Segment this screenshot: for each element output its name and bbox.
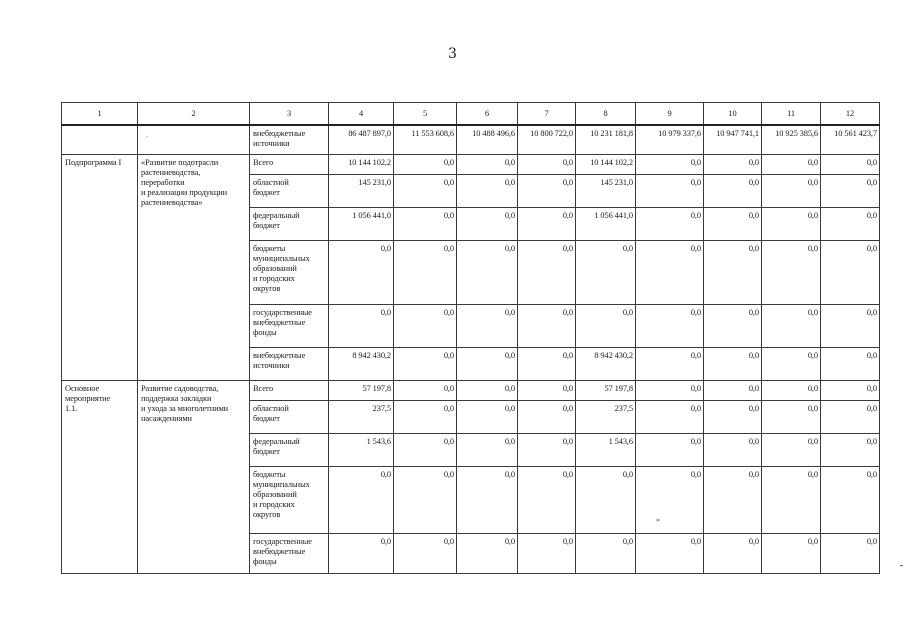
program-name-cell [138,125,250,154]
value-cell: 0,0 [704,533,762,573]
value-cell: 0,0 [704,466,762,533]
value-cell: 0,0 [821,400,880,433]
value-cell: 0,0 [704,347,762,380]
value-cell: 10 231 181,8 [576,125,636,154]
value-cell: 0,0 [457,347,518,380]
value-cell: 0,0 [821,466,880,533]
table-row [62,380,880,400]
value-cell: 0,0 [457,174,518,207]
value-cell: 0,0 [518,207,576,240]
value-cell: 0,0 [762,304,821,347]
value-cell: 0,0 [762,533,821,573]
value-cell: 0,0 [457,304,518,347]
column-number: 6 [457,103,518,126]
value-cell: 11 553 608,6 [394,125,457,154]
value-cell: 1 543,6 [576,433,636,466]
source-cell: Всего [250,154,329,174]
value-cell: 10 979 337,6 [636,125,704,154]
value-cell: 0,0 [518,174,576,207]
value-cell: 0,0 [576,533,636,573]
value-cell: 0,0 [457,466,518,533]
source-cell: Всего [250,380,329,400]
value-cell: 0,0 [457,154,518,174]
value-cell: 0,0 [636,207,704,240]
source-cell: внебюджетные источники [250,125,329,154]
value-cell: 0,0 [394,380,457,400]
column-number: 3 [250,103,329,126]
value-cell: 0,0 [821,154,880,174]
value-cell: 0,0 [762,400,821,433]
value-cell: 1 056 441,0 [576,207,636,240]
value-cell: 0,0 [821,533,880,573]
value-cell: 0,0 [821,174,880,207]
star-mark: * [656,516,660,526]
value-cell: 0,0 [704,380,762,400]
value-cell: 0,0 [394,207,457,240]
value-cell: 0,0 [457,207,518,240]
measure-code-cell: Основное мероприятие 1.1. [62,380,138,573]
value-cell: 237,5 [329,400,394,433]
value-cell: 1 543,6 [329,433,394,466]
value-cell: 1 056 441,0 [329,207,394,240]
value-cell: 57 197,8 [576,380,636,400]
value-cell: 8 942 430,2 [576,347,636,380]
value-cell: 0,0 [394,154,457,174]
value-cell: 0,0 [576,466,636,533]
value-cell: 0,0 [457,240,518,304]
value-cell: 8 942 430,2 [329,347,394,380]
value-cell: 0,0 [457,400,518,433]
value-cell: 0,0 [518,533,576,573]
value-cell: 0,0 [394,400,457,433]
value-cell: 10 925 385,6 [762,125,821,154]
value-cell: 0,0 [704,400,762,433]
value-cell: 0,0 [704,240,762,304]
value-cell: 0,0 [329,533,394,573]
value-cell: 0,0 [394,174,457,207]
column-number: 12 [821,103,880,126]
source-cell: бюджеты муниципальных образований и городских округов [250,466,329,533]
value-cell: 0,0 [704,154,762,174]
value-cell: 0,0 [821,207,880,240]
value-cell: 0,0 [576,304,636,347]
value-cell: 0,0 [518,154,576,174]
source-cell: государственные внебюджетные фонды [250,304,329,347]
value-cell: 0,0 [636,347,704,380]
value-cell: 0,0 [704,207,762,240]
value-cell: 145 231,0 [576,174,636,207]
value-cell: 0,0 [394,304,457,347]
value-cell: 145 231,0 [329,174,394,207]
table-row [62,154,880,174]
value-cell: 0,0 [518,347,576,380]
value-cell: 0,0 [576,240,636,304]
column-number: 5 [394,103,457,126]
value-cell: 0,0 [394,533,457,573]
value-cell: 0,0 [636,240,704,304]
value-cell: 0,0 [636,433,704,466]
value-cell [636,466,704,533]
value-cell: 0,0 [762,174,821,207]
value-cell: 0,0 [394,240,457,304]
source-cell: федеральный бюджет [250,433,329,466]
value-cell: 0,0 [329,240,394,304]
value-text: 0,0 [690,469,701,479]
source-cell: областной бюджет [250,400,329,433]
value-cell: 0,0 [762,207,821,240]
value-cell: 0,0 [762,154,821,174]
source-cell: бюджеты муниципальных образований и городских округов [250,240,329,304]
column-number-row [62,103,880,126]
scan-artifact [900,565,903,566]
value-cell: 0,0 [636,154,704,174]
source-cell: внебюджетные источники [250,347,329,380]
value-cell: 0,0 [704,304,762,347]
value-cell: 0,0 [394,466,457,533]
value-cell: 0,0 [518,466,576,533]
value-cell: 0,0 [518,304,576,347]
value-cell: 237,5 [576,400,636,433]
value-cell: 10 144 102,2 [576,154,636,174]
column-number: 9 [636,103,704,126]
value-cell: 10 144 102,2 [329,154,394,174]
column-number: 4 [329,103,394,126]
source-cell: областной бюджет [250,174,329,207]
subprogram-name-cell: «Развитие подотрасли растениеводства, переработки и реализации продукции растениеводства» [138,154,250,380]
subprogram-code-cell: Подпрограмма I [62,154,138,380]
value-cell: 0,0 [821,304,880,347]
value-cell: 0,0 [518,433,576,466]
page-number: 3 [448,46,457,62]
value-cell: 10 947 741,1 [704,125,762,154]
source-cell: государственные внебюджетные фонды [250,533,329,573]
value-cell: 0,0 [762,433,821,466]
measure-name-cell: Развитие садоводства, поддержка закладки и ухода за многолетними насаждениями [138,380,250,573]
value-cell: 10 561 423,7 [821,125,880,154]
value-cell: 0,0 [821,380,880,400]
value-cell: 0,0 [821,347,880,380]
value-cell: 10 488 496,6 [457,125,518,154]
value-cell: 57 197,8 [329,380,394,400]
value-cell: 0,0 [821,240,880,304]
value-cell: 0,0 [636,400,704,433]
value-cell: 0,0 [518,400,576,433]
value-cell: 0,0 [457,533,518,573]
value-cell: 0,0 [704,174,762,207]
tick-mark: · [146,133,149,141]
program-code-cell [62,125,138,154]
value-cell: 0,0 [821,433,880,466]
source-cell: федеральный бюджет [250,207,329,240]
column-number: 1 [62,103,138,126]
column-number: 2 [138,103,250,126]
value-cell: 0,0 [636,304,704,347]
value-cell: 0,0 [457,380,518,400]
value-cell: 10 800 722,0 [518,125,576,154]
value-cell: 0,0 [762,380,821,400]
value-cell: 86 487 897,0 [329,125,394,154]
value-cell: 0,0 [518,240,576,304]
value-cell: 0,0 [636,533,704,573]
value-cell: 0,0 [329,304,394,347]
column-number: 7 [518,103,576,126]
value-cell: 0,0 [457,433,518,466]
table-row-continuation [62,125,880,154]
value-cell: 0,0 [762,347,821,380]
column-number: 11 [762,103,821,126]
value-cell: 0,0 [762,466,821,533]
value-cell: 0,0 [762,240,821,304]
value-cell: 0,0 [636,174,704,207]
value-cell: 0,0 [636,380,704,400]
column-number: 10 [704,103,762,126]
value-cell: 0,0 [394,433,457,466]
value-cell: 0,0 [394,347,457,380]
value-cell: 0,0 [329,466,394,533]
column-number: 8 [576,103,636,126]
value-cell: 0,0 [518,380,576,400]
budget-table [61,102,880,574]
value-cell: 0,0 [704,433,762,466]
